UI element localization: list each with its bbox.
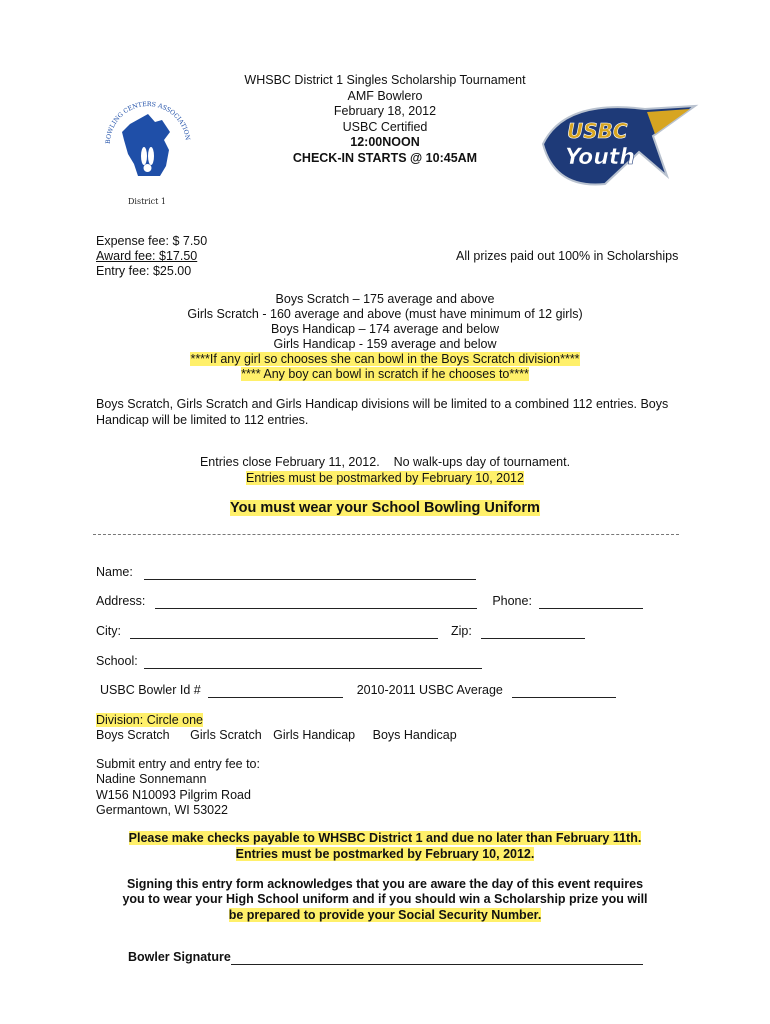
entries-close-text: Entries close February 11, 2012. No walk-ups day of tournament. [199, 455, 571, 469]
division-option-boys-scratch[interactable]: Boys Scratch [96, 728, 170, 742]
entry-fee: Entry fee: $25.00 [96, 264, 192, 278]
school-row [96, 654, 482, 669]
header-time: 12:00NOON [350, 135, 420, 150]
acknowledgement-block [90, 877, 680, 923]
submit-street: W156 N10093 Pilgrim Road [96, 787, 251, 802]
address-field[interactable] [155, 594, 477, 609]
tournament-header [200, 73, 570, 167]
logo-caption: District 1 [127, 197, 167, 206]
submit-recipient: Nadine Sonnemann [96, 772, 207, 787]
bowler-id-field[interactable] [208, 683, 343, 698]
name-row [96, 565, 476, 580]
zip-label: Zip: [450, 624, 472, 638]
header-date: February 18, 2012 [333, 104, 437, 119]
checks-notice-block [90, 831, 680, 862]
header-title: WHSBC District 1 Singles Scholarship Tournament [244, 73, 526, 87]
name-field[interactable] [144, 565, 476, 580]
average-field[interactable] [512, 683, 616, 698]
award-fee: Award fee: $17.50 [96, 249, 198, 263]
phone-label: Phone: [492, 594, 532, 608]
address-label: Address: [96, 594, 146, 608]
youth-logo-text: Youth [565, 145, 636, 170]
city-row [96, 624, 585, 639]
entry-limits-text: Boys Scratch, Girls Scratch and Girls Handicap divisions will be limited to a combined 112 entries. Boys Handicap will be limited to 112 entries. [96, 397, 669, 427]
city-field[interactable] [130, 624, 438, 639]
acknowledgement-line-3: be prepared to provide your Social Security Number. [228, 907, 542, 922]
bowler-id-label: USBC Bowler Id # [100, 683, 201, 697]
signature-field[interactable] [231, 950, 643, 965]
logo-ring-text: BOWLING CENTERS ASSOCIATION [104, 100, 191, 145]
acknowledgement-line-1: Signing this entry form acknowledges that you are aware the day of this event requires [126, 877, 644, 891]
division-option-girls-scratch[interactable]: Girls Scratch [190, 728, 262, 742]
header-certified: USBC Certified [342, 119, 428, 134]
signature-label: Bowler Signature [128, 950, 231, 964]
header-checkin: CHECK-IN STARTS @ 10:45AM [292, 150, 478, 165]
city-label: City: [96, 624, 121, 638]
usbc-logo-text: USBC [567, 119, 628, 143]
average-label: 2010-2011 USBC Average [356, 683, 503, 697]
uniform-notice-block [90, 500, 680, 516]
division-girls-handicap: Girls Handicap - 159 average and below [273, 337, 497, 351]
signature-row [128, 950, 643, 965]
acknowledgement-line-2: you to wear your High School uniform and if you should win a Scholarship prize you will [122, 892, 648, 907]
division-option-boys-handicap[interactable]: Boys Handicap [372, 728, 457, 742]
cut-line-divider [93, 534, 679, 535]
usbc-youth-logo [535, 94, 700, 194]
divisions-block [90, 292, 680, 382]
name-label: Name: [96, 565, 133, 579]
entries-close-block [90, 455, 680, 486]
checks-postmark-notice: Entries must be postmarked by February 10, 2012. [235, 846, 535, 861]
division-boys-handicap: Boys Handicap – 174 average and below [271, 322, 499, 336]
school-field[interactable] [144, 654, 482, 669]
submit-city: Germantown, WI 53022 [96, 802, 229, 817]
bowler-id-row [100, 683, 616, 698]
submit-instruction: Submit entry and entry fee to: [96, 757, 260, 771]
zip-field[interactable] [481, 624, 585, 639]
postmark-note: Entries must be postmarked by February 10, 2012 [246, 470, 524, 485]
division-girls-scratch: Girls Scratch - 160 average and above (must have minimum of 12 girls) [187, 307, 583, 321]
school-label: School: [96, 654, 138, 668]
checks-payable-notice: Please make checks payable to WHSBC District 1 and due no later than February 11th. [128, 831, 642, 845]
division-select-label: Division: Circle one [96, 713, 203, 727]
division-options [96, 728, 474, 742]
bca-wisconsin-logo [100, 92, 195, 207]
division-option-girls-handicap[interactable]: Girls Handicap [273, 728, 356, 742]
prizes-text: All prizes paid out 100% in Scholarships [456, 249, 679, 263]
address-row [96, 594, 643, 609]
uniform-notice: You must wear your School Bowling Uniform [230, 500, 540, 516]
header-venue: AMF Bowlero [347, 88, 423, 103]
division-boys-scratch: Boys Scratch – 175 average and above [275, 292, 495, 306]
fees-block [96, 234, 207, 279]
girls-boys-scratch-note: ****If any girl so chooses she can bowl in the Boys Scratch division**** [190, 352, 580, 366]
phone-field[interactable] [539, 594, 643, 609]
submit-address-block [96, 757, 260, 818]
boys-scratch-note: **** Any boy can bowl in scratch if he chooses to**** [241, 367, 529, 381]
expense-fee: Expense fee: $ 7.50 [96, 234, 208, 248]
